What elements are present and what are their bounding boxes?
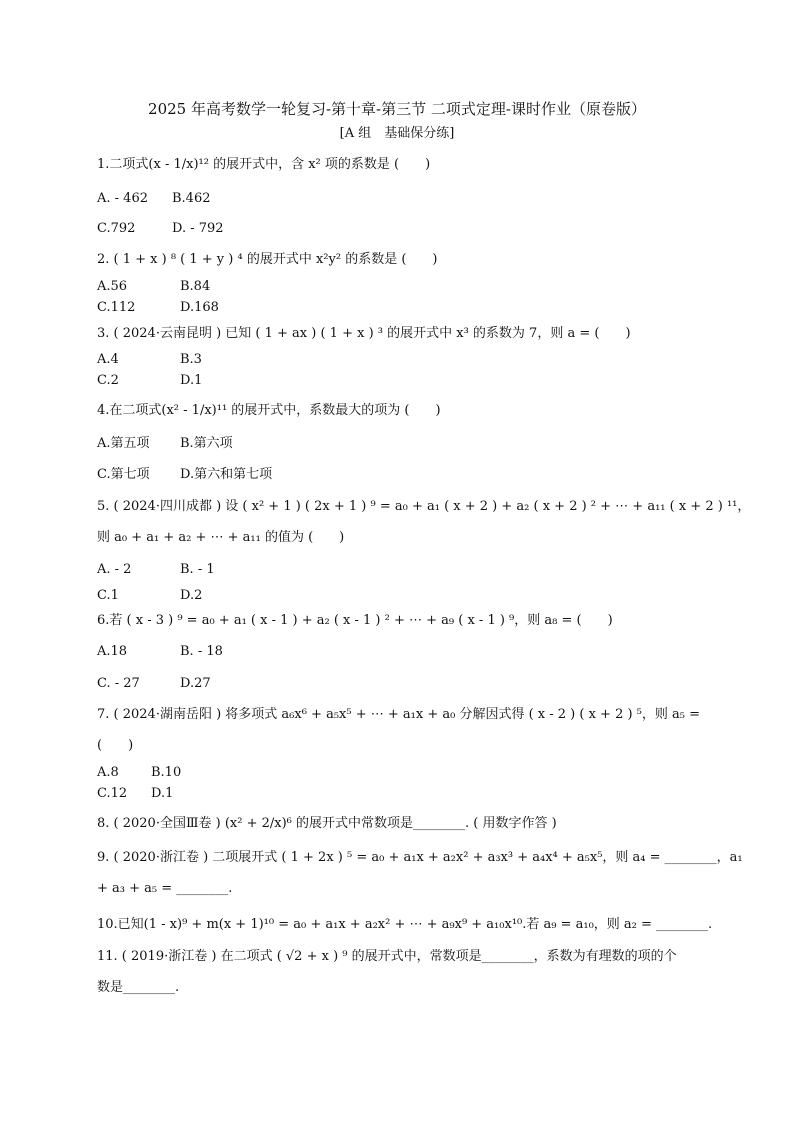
q7-option-b: B.10	[151, 765, 182, 780]
q1-option-b: B.462	[172, 191, 211, 206]
q5-option-b: B. - 1	[180, 562, 215, 577]
question-10: 10.已知(1 - x)⁹ + m(x + 1)¹⁰ = a₀ + a₁x + a₂x² + ⋯ + a₉x⁹ + a₁₀x¹⁰.若 a₉ = a₁₀，则 a₂ = ________.	[97, 917, 713, 932]
section-subtitle: [A 组 基础保分练]	[339, 126, 455, 141]
q6-option-a: A.18	[97, 644, 128, 659]
q7-option-a: A.8	[97, 765, 119, 780]
q2-option-b: B.84	[180, 279, 211, 294]
question-6: 6.若 ( x - 3 ) ⁹ = a₀ + a₁ ( x - 1 ) + a₂ ( x - 1 ) ² + ⋯ + a₉ ( x - 1 ) ⁹，则 a₈ = ( )	[97, 613, 613, 628]
q2-option-c: C.112	[97, 300, 136, 315]
q2-option-a: A.56	[97, 279, 128, 294]
question-11-line-1: 11. ( 2019·浙江卷 ) 在二项式 ( √2 + x ) ⁹ 的展开式中，常数项是________，系数为有理数的项的个	[97, 949, 677, 964]
q5-option-d: D.2	[180, 588, 203, 603]
question-7-line-1: 7. ( 2024·湖南岳阳 ) 将多项式 a₆x⁶ + a₅x⁵ + ⋯ + a₁x + a₀ 分解因式得 ( x - 2 ) ( x + 2 ) ⁵，则 a₅ =	[97, 707, 701, 722]
question-11-line-2: 数是________.	[97, 980, 180, 995]
q6-option-d: D.27	[180, 676, 211, 691]
q6-option-b: B. - 18	[180, 644, 223, 659]
page-title: 2025 年高考数学一轮复习-第十章-第三节 二项式定理-课时作业（原卷版）	[148, 100, 646, 118]
question-3: 3. ( 2024·云南昆明 ) 已知 ( 1 + ax ) ( 1 + x ) ³ 的展开式中 x³ 的系数为 7，则 a = ( )	[97, 326, 631, 341]
question-5-line-2: 则 a₀ + a₁ + a₂ + ⋯ + a₁₁ 的值为 ( )	[97, 530, 345, 545]
q3-option-d: D.1	[180, 373, 203, 388]
question-4: 4.在二项式(x² - 1/x)¹¹ 的展开式中，系数最大的项为 ( )	[97, 403, 441, 418]
q2-option-d: D.168	[180, 300, 219, 315]
q3-option-c: C.2	[97, 373, 119, 388]
q1-option-d: D. - 792	[172, 221, 224, 236]
q5-option-c: C.1	[97, 588, 119, 603]
q7-option-c: C.12	[97, 786, 128, 801]
q6-option-c: C. - 27	[97, 676, 140, 691]
q7-option-d: D.1	[151, 786, 174, 801]
question-9-line-2: + a₃ + a₅ = ________.	[97, 881, 233, 896]
question-2: 2. ( 1 + x ) ⁸ ( 1 + y ) ⁴ 的展开式中 x²y² 的系数是 ( )	[97, 252, 438, 267]
q1-option-a: A. - 462	[97, 191, 148, 206]
q4-option-a: A.第五项	[97, 436, 150, 451]
q1-option-c: C.792	[97, 221, 136, 236]
question-7-line-2: ( )	[97, 738, 134, 753]
q5-option-a: A. - 2	[97, 562, 132, 577]
question-8: 8. ( 2020·全国Ⅲ卷 ) (x² + 2/x)⁶ 的展开式中常数项是________. ( 用数字作答 )	[97, 816, 557, 831]
question-5-line-1: 5. ( 2024·四川成都 ) 设 ( x² + 1 ) ( 2x + 1 ) ⁹ = a₀ + a₁ ( x + 2 ) + a₂ ( x + 2 ) ² + ⋯ + a₁₁ ( x + 2 ) ¹¹，	[97, 499, 751, 514]
q4-option-b: B.第六项	[180, 436, 233, 451]
q4-option-d: D.第六和第七项	[180, 467, 273, 482]
q3-option-a: A.4	[97, 352, 119, 367]
question-1: 1.二项式(x - 1/x)¹² 的展开式中，含 x² 项的系数是 ( )	[97, 157, 431, 172]
q3-option-b: B.3	[180, 352, 202, 367]
q4-option-c: C.第七项	[97, 467, 150, 482]
question-9-line-1: 9. ( 2020·浙江卷 ) 二项展开式 ( 1 + 2x ) ⁵ = a₀ + a₁x + a₂x² + a₃x³ + a₄x⁴ + a₅x⁵，则 a₄ = ________，a₁	[97, 850, 743, 865]
